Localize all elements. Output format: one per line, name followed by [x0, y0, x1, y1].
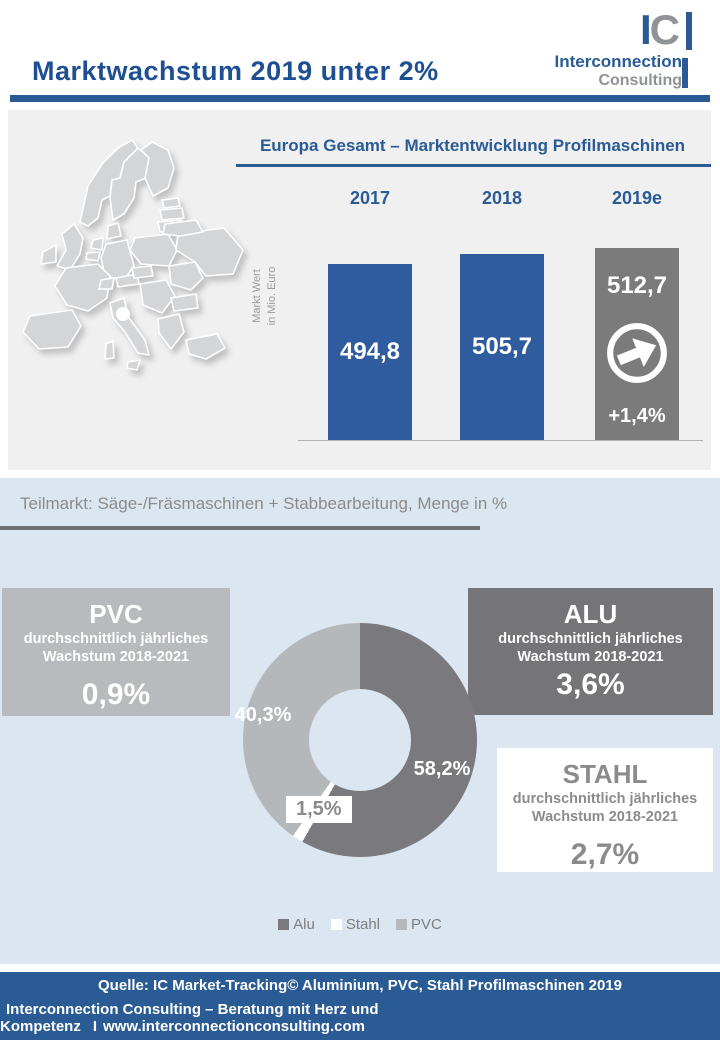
section1-title: Europa Gesamt – Marktentwicklung Profilmaschinen — [259, 136, 686, 155]
logo-ic-monogram: IC — [639, 6, 678, 53]
box-alu-subtitle1: durchschnittlich jährliches — [498, 631, 683, 647]
section2-title-underline — [0, 526, 480, 530]
box-alu-subtitle2: Wachstum 2018-2021 — [517, 649, 664, 665]
box-stahl-name: STAHL — [562, 759, 648, 789]
box-pvc-subtitle1: durchschnittlich jährliches — [23, 631, 209, 647]
footer-separator: I — [92, 1018, 98, 1035]
donut-label-pvc: 40,3% — [234, 704, 292, 726]
box-alu-name: ALU — [563, 599, 618, 629]
box-alu-value: 3,6% — [556, 668, 625, 701]
company-logo — [544, 6, 704, 96]
bar-2019e — [595, 248, 679, 440]
box-stahl-subtitle1: durchschnittlich jährliches — [512, 791, 698, 807]
market-development-section — [8, 110, 711, 470]
logo-text-interconnection: Interconnection — [554, 52, 682, 71]
donut-label-stahl: 1,5% — [286, 796, 352, 823]
section2-title: Teilmarkt: Säge-/Fräsmaschinen + Stabbearbeitung, Menge in % — [20, 494, 508, 513]
donut-chart — [243, 623, 477, 857]
donut-legend — [0, 916, 720, 933]
bar-2017 — [328, 264, 412, 440]
section1-title-underline — [236, 164, 711, 167]
footer-tagline — [0, 1001, 720, 1035]
legend-swatch-pvc — [396, 919, 407, 930]
footer — [0, 972, 720, 1040]
chart-baseline — [298, 440, 703, 441]
bar-value-2017: 494,8 — [339, 338, 401, 365]
source-line: Quelle: IC Market-Tracking© Aluminium, PVC, Stahl Profilmaschinen 2019 — [98, 977, 622, 994]
legend-item-stahl: Stahl — [331, 916, 380, 933]
page-title: Marktwachstum 2019 unter 2% — [32, 56, 439, 86]
growth-arrow-icon — [604, 320, 670, 386]
bar-2018 — [460, 254, 544, 440]
bar-value-2019e: 512,7 — [606, 272, 668, 299]
europe-map — [10, 124, 260, 458]
year-label-2018: 2018 — [481, 188, 523, 208]
submarket-section — [0, 478, 720, 964]
box-stahl-value: 2,7% — [570, 838, 640, 871]
growth-box-stahl — [497, 748, 713, 872]
box-pvc-name: PVC — [89, 599, 143, 629]
logo-text-consulting: Consulting — [598, 72, 682, 89]
company-url-link[interactable]: www.interconnectionconsulting.com — [103, 1018, 365, 1035]
y-axis-label: Markt Wert in Mio. Euro — [251, 266, 278, 326]
donut-label-alu: 58,2% — [413, 758, 471, 780]
logo-bar-icon — [682, 58, 688, 88]
bar-value-2018: 505,7 — [471, 333, 533, 360]
box-pvc-value: 0,9% — [81, 678, 151, 711]
year-label-2019e: 2019e — [611, 188, 663, 208]
legend-item-alu: Alu — [278, 916, 315, 933]
year-label-2017: 2017 — [349, 188, 391, 208]
logo-bar-icon — [686, 12, 692, 50]
growth-box-alu — [468, 588, 713, 715]
box-stahl-subtitle2: Wachstum 2018-2021 — [531, 809, 679, 825]
box-pvc-subtitle2: Wachstum 2018-2021 — [42, 649, 190, 665]
growth-box-pvc — [2, 588, 230, 716]
legend-item-pvc: PVC — [396, 916, 442, 933]
footer-tagline-text: Interconnection Consulting – Beratung mit Herz und Kompetenz — [0, 1001, 379, 1035]
map-highlight-dot — [116, 307, 130, 321]
header-divider — [10, 95, 710, 102]
legend-swatch-alu — [278, 919, 289, 930]
growth-annotation: +1,4% — [608, 405, 666, 427]
legend-swatch-stahl — [331, 919, 342, 930]
